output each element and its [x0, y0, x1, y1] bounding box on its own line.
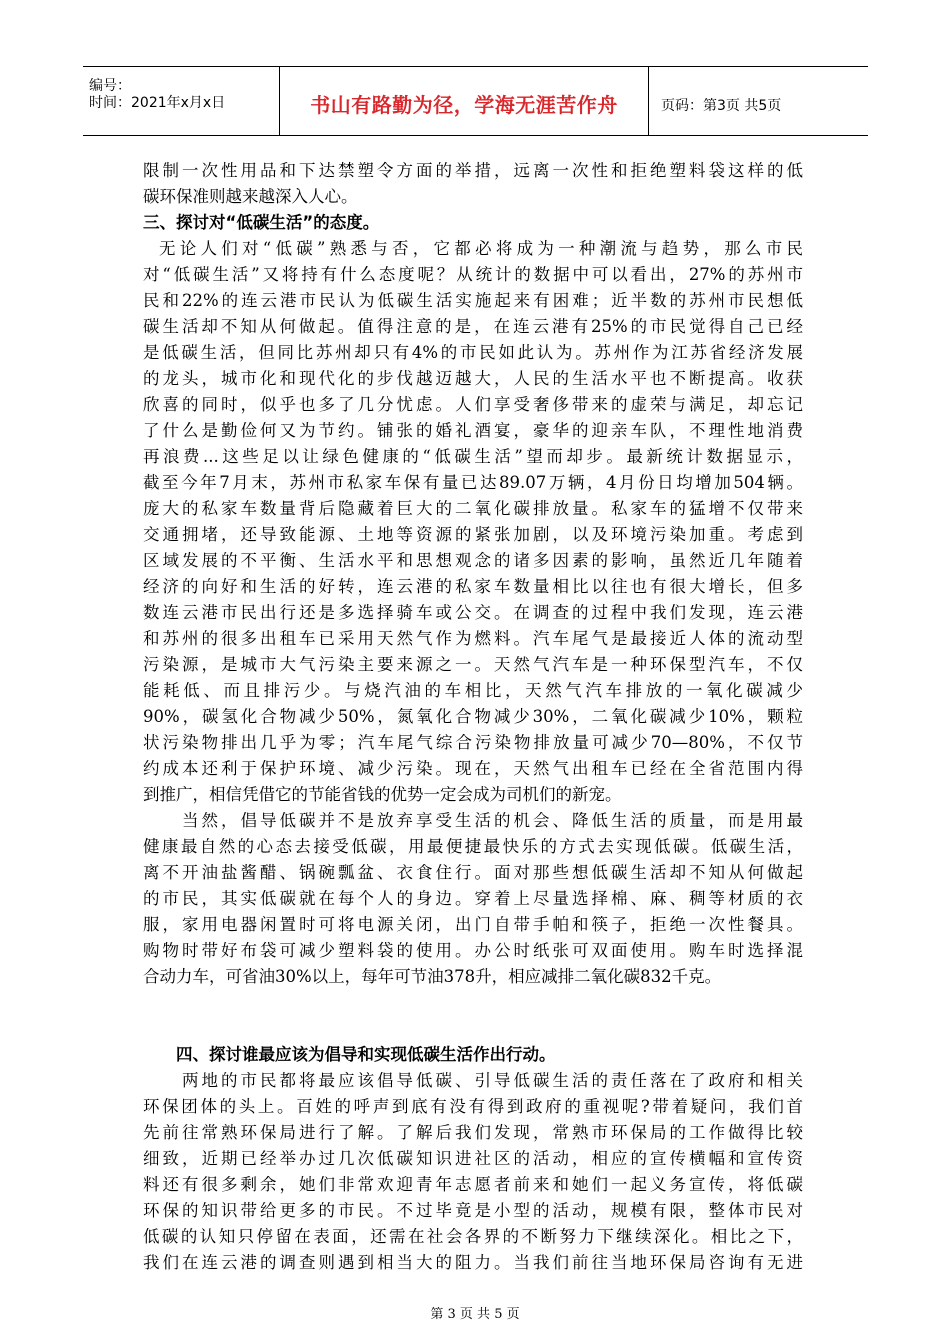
- text-line: 的市民，其实低碳就在每个人的身边。穿着上尽量选择棉、麻、稠等材质的衣: [143, 889, 803, 908]
- header-motto-cell: [279, 67, 649, 135]
- text-line: 状污染物排出几乎为零；汽车尾气综合污染物排放量可减少70—80%，不仅节: [143, 733, 803, 752]
- paragraph-gap: [143, 990, 803, 1042]
- text-line: 细致，近期已经举办过几次低碳知识进社区的活动，相应的宣传横幅和宣传资: [143, 1149, 803, 1168]
- text-line: 离不开油盐酱醋、锅碗瓢盆、衣食住行。面对那些想低碳生活却不知从何做起: [143, 863, 803, 882]
- text-line: 两地的市民都将最应该倡导低碳、引导低碳生活的责任落在了政府和相关: [182, 1071, 803, 1090]
- section-heading: 三、探讨对“低碳生活”的态度。: [143, 213, 380, 232]
- text-line: 是低碳生活，但同比苏州却只有4%的市民如此认为。苏州作为江苏省经济发展: [143, 343, 803, 362]
- text-line: 的龙头，城市化和现代化的步伐越迈越大，人民的生活水平也不断提高。收获: [143, 369, 803, 388]
- text-line: 欣喜的同时，似乎也多了几分忧虑。人们享受奢侈带来的虚荣与满足，却忘记: [143, 395, 803, 414]
- date-label: 时间：2021年x月x日: [89, 95, 226, 111]
- text-line: 90%，碳氢化合物减少50%，氮氧化合物减少30%，二氧化碳减少10%，颗粒: [143, 707, 803, 726]
- text-line: 限制一次性用品和下达禁塑令方面的举措，远离一次性和拒绝塑料袋这样的低: [143, 161, 803, 180]
- text-line: 截至今年7月末，苏州市私家车保有量已达89.07万辆，4月份日均增加504辆。: [143, 473, 803, 492]
- text-line: 污染源，是城市大气污染主要来源之一。天然气汽车是一种环保型汽车，不仅: [143, 655, 803, 674]
- motto: 书山有路勤为径，学海无涯苦作舟: [310, 93, 618, 117]
- text-line: 再浪费...这些足以让绿色健康的“低碳生活”望而却步。最新统计数据显示，: [143, 447, 803, 466]
- text-line: 碳生活却不知从何做起。值得注意的是，在连云港有25%的市民觉得自己已经: [143, 317, 803, 336]
- header-meta: [83, 67, 278, 135]
- text-line: 服，家用电器闲置时可将电源关闭，出门自带手帕和筷子，拒绝一次性餐具。: [143, 915, 803, 934]
- page-footer: 第 3 页 共 5 页: [430, 1307, 520, 1322]
- document-body: [143, 158, 803, 1276]
- text-line: 无论人们对“低碳”熟悉与否，它都必将成为一种潮流与趋势，那么市民: [159, 239, 803, 258]
- text-line: 民和22%的连云港市民认为低碳生活实施起来有困难；近半数的苏州市民想低: [143, 291, 803, 310]
- text-line: 庞大的私家车数量背后隐藏着巨大的二氧化碳排放量。私家车的猛增不仅带来: [143, 499, 803, 518]
- text-line: 购物时带好布袋可减少塑料袋的使用。办公时纸张可双面使用。购车时选择混: [143, 941, 803, 960]
- text-line: 数连云港市民出行还是多选择骑车或公交。在调查的过程中我们发现，连云港: [143, 603, 803, 622]
- text-line: 碳环保准则越来越深入人心。: [143, 187, 358, 206]
- text-line: 交通拥堵，还导致能源、土地等资源的紧张加剧，以及环境污染加重。考虑到: [143, 525, 803, 544]
- text-line: 经济的向好和生活的好转，连云港的私家车数量相比以往也有很大增长，但多: [143, 577, 803, 596]
- text-line: 环保团体的头上。百姓的呼声到底有没有得到政府的重视呢?带着疑问，我们首: [143, 1097, 803, 1116]
- text-line: 料还有很多剩余，她们非常欢迎青年志愿者前来和她们一起义务宣传，将低碳: [143, 1175, 803, 1194]
- text-line: 环保的知识带给更多的市民。不过毕竟是小型的活动，规模有限，整体市民对: [143, 1201, 803, 1220]
- text-line: 和苏州的很多出租车已采用天然气作为燃料。汽车尾气是最接近人体的流动型: [143, 629, 803, 648]
- text-line: 能耗低、而且排污少。与烧汽油的车相比，天然气汽车排放的一氧化碳减少: [143, 681, 803, 700]
- text-line: 健康最自然的心态去接受低碳，用最便捷最快乐的方式去实现低碳。低碳生活，: [143, 837, 803, 856]
- text-line: 约成本还利于保护环境、减少污染。现在，天然气出租车已经在全省范围内得: [143, 759, 803, 778]
- section-heading: 四、探讨谁最应该为倡导和实现低碳生活作出行动。: [176, 1045, 556, 1064]
- text-line: 当然，倡导低碳并不是放弃享受生活的机会、降低生活的质量，而是用最: [182, 811, 803, 830]
- text-line: 对“低碳生活”又将持有什么态度呢？从统计的数据中可以看出，27%的苏州市: [143, 265, 803, 284]
- page-label: 页码：第3页 共5页: [661, 98, 782, 114]
- page-header: [83, 66, 868, 136]
- text-line: 了什么是勤俭何又为节约。铺张的婚礼酒宴，豪华的迎亲车队，不理性地消费: [143, 421, 803, 440]
- text-line: 到推广，相信凭借它的节能省钱的优势一定会成为司机们的新宠。: [143, 785, 622, 804]
- text-line: 合动力车，可省油30%以上，每年可节油378升，相应减排二氧化碳832千克。: [143, 967, 722, 986]
- number-label: 编号：: [89, 78, 131, 94]
- header-page-cell: [649, 67, 867, 135]
- text-line: 我们在连云港的调查则遇到相当大的阻力。当我们前往当地环保局咨询有无进: [143, 1253, 803, 1272]
- text-line: 先前往常熟环保局进行了解。了解后我们发现，常熟市环保局的工作做得比较: [143, 1123, 803, 1142]
- text-line: 低碳的认知只停留在表面，还需在社会各界的不断努力下继续深化。相比之下，: [143, 1227, 803, 1246]
- text-line: 区域发展的不平衡、生活水平和思想观念的诸多因素的影响，虽然近几年随着: [143, 551, 803, 570]
